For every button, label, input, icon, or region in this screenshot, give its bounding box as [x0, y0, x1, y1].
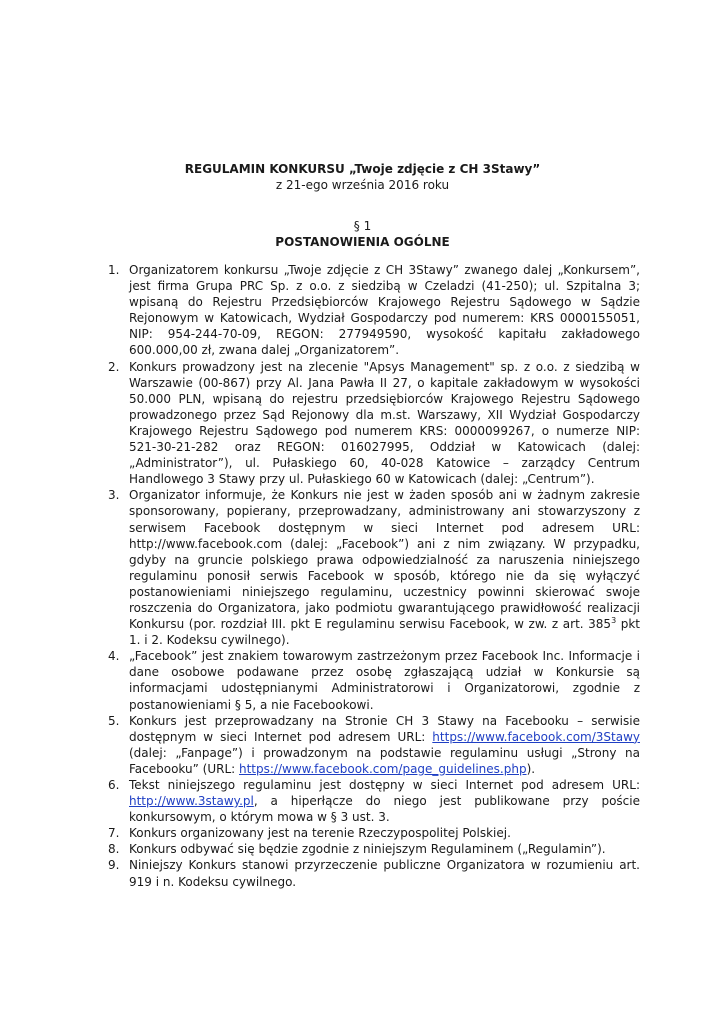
item-text-tail: pkt 1. i 2. Kodeksu cywilnego).: [129, 617, 640, 648]
superscript: 3: [611, 616, 617, 626]
item-text: Organizator informuje, że Konkurs nie jest w żaden sposób ani w żadnym zakresie sponsorowany, popierany, przeprowadzany, administrowany ani stowarzyszony z serwisem Facebook dostępnym w sieci Internet pod adresem URL: http://www.facebook.com (dalej: „Facebook”) ani z nim związany. W przypadku, gdyby na gruncie polskiego prawa odpowiedzialność za naruszenia niniejszego regulaminu ponosił serwis Facebook w sposób, którego nie da się wyłączyć postanowieniami niniejszego regulaminu, uczestnicy powinni skierować swoje roszczenia do Organizatora, jako podmiotu gwarantującego prawidłowość realizacji Konkursu (por. rozdział III. pkt E regulaminu serwisu Facebook, w zw. z art. 385: [129, 488, 640, 632]
item-text: ).: [526, 761, 536, 776]
fanpage-link[interactable]: https://www.facebook.com/3Stawy: [432, 729, 640, 744]
list-item: [0, 262, 725, 359]
item-text: Organizatorem konkursu „Twoje zdjęcie z CH 3Stawy” zwanego dalej „Konkursem”, jest firma Grupa PRC Sp. z o.o. z siedzibą w Czeladzi (41-250); ul. Szpitalna 3; wpisaną do Rejestru Przedsiębiorców Krajowego Rejestru Sądowego w Sądzie Rejonowym w Katowicach, Wydział Gospodarczy pod numerem: KRS 0000155051, NIP: 954-244-70-09, REGON: 277949590, wysokość kapitału zakładowego 600.000,00 zł, zwana dalej „Organizatorem”.: [129, 263, 640, 358]
item-text: „Facebook” jest znakiem towarowym zastrzeżonym przez Facebook Inc. Informacje i dane osobowe podawane przez osobę zgłaszającą udział w Konkursie są informacjami udostępnianymi Administratorowi i Organizatorowi, zgodnie z postanowieniami § 5, a nie Facebookowi.: [129, 649, 640, 712]
item-text: Niniejszy Konkurs stanowi przyrzeczenie publiczne Organizatora w rozumieniu art. 919 i n. Kodeksu cywilnego.: [129, 858, 640, 889]
list-item: [0, 648, 725, 712]
item-number: 4.: [108, 649, 120, 664]
regulations-link[interactable]: http://www.3stawy.pl: [129, 794, 254, 809]
item-number: 5.: [108, 713, 120, 728]
item-number: 1.: [108, 263, 120, 277]
item-text: Konkurs jest przeprowadzany na Stronie CH 3 Stawy na Facebooku – serwisie dostępnym w sieci Internet pod adresem URL:: [129, 713, 640, 744]
item-number: 8.: [108, 842, 120, 857]
item-text: (dalej: „Fanpage”) i prowadzonym na podstawie regulaminu usługi „Strony na Facebooku” (URL:: [129, 745, 640, 776]
list-item: [0, 857, 725, 889]
item-text: , a hiperłącze do niego jest publikowane przy poście konkursowym, o którym mowa w § 3 ust. 3.: [129, 794, 640, 825]
item-text: Konkurs organizowany jest na terenie Rzeczypospolitej Polskiej.: [129, 826, 511, 841]
list-item: [0, 841, 725, 857]
item-number: 7.: [108, 826, 120, 841]
document-date: z 21-ego września 2016 roku: [275, 178, 450, 192]
provisions-list: [0, 262, 725, 890]
document-title: REGULAMIN KONKURSU „Twoje zdjęcie z CH 3Stawy”: [184, 162, 541, 176]
item-number: 3.: [108, 488, 120, 503]
item-text: Konkurs odbywać się będzie zgodnie z niniejszym Regulaminem („Regulamin”).: [129, 842, 606, 857]
list-item: [0, 359, 725, 488]
list-item: [0, 777, 725, 825]
item-number: 9.: [108, 858, 120, 873]
list-item: [0, 713, 725, 777]
list-item: [0, 825, 725, 841]
page-guidelines-link[interactable]: https://www.facebook.com/page_guidelines.php: [239, 761, 527, 776]
item-number: 6.: [108, 778, 120, 792]
item-number: 2.: [108, 359, 120, 374]
item-text: Tekst niniejszego regulaminu jest dostępny w sieci Internet pod adresem URL:: [129, 778, 640, 792]
list-item: [0, 487, 725, 648]
item-text: Konkurs prowadzony jest na zlecenie "Apsys Management" sp. z o.o. z siedzibą w Warszawie (00-867) przy Al. Jana Pawła II 27, o kapitale zakładowym w wysokości 50.000 PLN, wpisaną do rejestru przedsiębiorców Krajowego Rejestru Sądowego prowadzonego przez Sąd Rejonowy dla m.st. Warszawy, XII Wydział Gospodarczy Krajowego Rejestru Sądowego pod numerem KRS: 0000099267, o numerze NIP: 521-30-21-282 oraz REGON: 016027995, Oddział w Katowicach (dalej: „Administrator”), ul. Pułaskiego 60, 40-028 Katowice – zarządcy Centrum Handlowego 3 Stawy przy ul. Pułaskiego 60 w Katowicach (dalej: „Centrum”).: [129, 359, 640, 487]
section-number: § 1: [353, 219, 372, 233]
section-title: POSTANOWIENIA OGÓLNE: [275, 235, 450, 249]
